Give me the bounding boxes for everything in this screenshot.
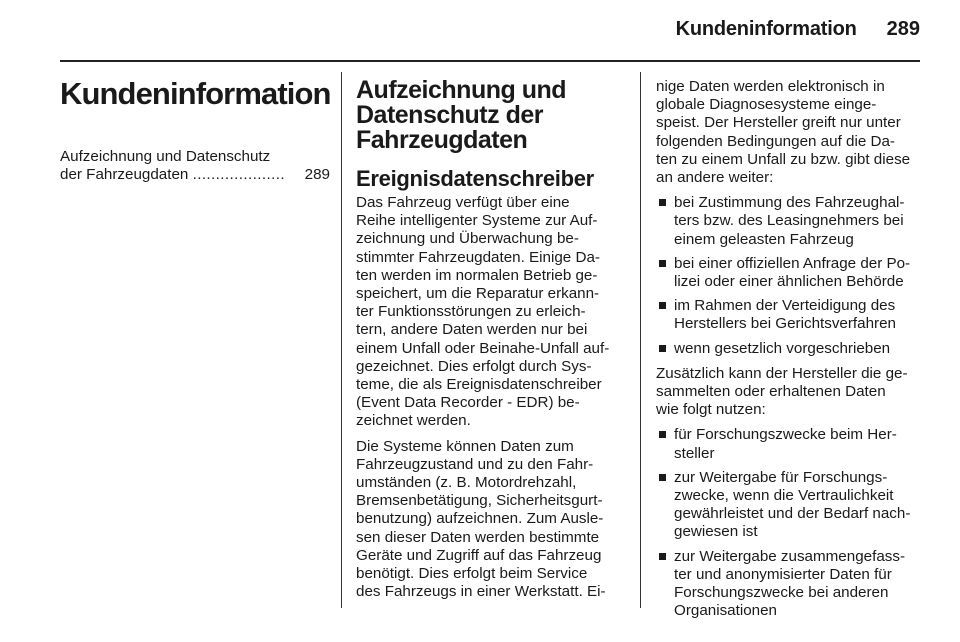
text-line: im Rahmen der Verteidigung des <box>674 297 896 315</box>
list-item <box>656 426 922 462</box>
text-line: ten zu einem Unfall zu bzw. gibt diese <box>656 150 911 168</box>
text-line: steller <box>674 444 715 462</box>
section-title-line: Datenschutz der <box>356 101 543 129</box>
text-line: gewährleistet und der Bedarf nach- <box>674 505 911 523</box>
text-line: Organisationen <box>674 602 778 620</box>
list-item <box>656 297 922 333</box>
text-line: speist. Der Hersteller greift nur unter <box>656 114 901 132</box>
table-of-contents <box>60 148 330 184</box>
text-line: gezeichnet. Dies erfolgt durch Sys- <box>356 357 592 375</box>
column-left <box>60 78 330 184</box>
text-line: teme, die als Ereignisdatenschreiber <box>356 376 602 394</box>
text-line: globale Diagnosesysteme einge- <box>656 96 877 114</box>
text-line: folgenden Bedingungen auf die Da- <box>656 132 895 150</box>
text-line: Herstellers bei Gerichtsverfahren <box>674 315 896 333</box>
header-rule <box>60 60 920 62</box>
square-bullet-icon <box>659 553 666 560</box>
text-line: Bremsenbetätigung, Sicherheitsgurt- <box>356 492 603 510</box>
text-line: benötigt. Dies erfolgt beim Service <box>356 565 588 583</box>
text-line: lizei oder einer ähnlichen Behörde <box>674 273 904 291</box>
text-line: ters bzw. des Leasingnehmers bei <box>674 212 904 230</box>
section-title-line: Aufzeichnung und <box>356 76 567 104</box>
text-line: bei Zustimmung des Fahrzeughal- <box>674 194 905 212</box>
text-line: stimmter Fahrzeugdaten. Einige Da- <box>356 248 600 266</box>
text-line: ter und anonymisierter Daten für <box>674 565 892 583</box>
chapter-title: Kundeninformation <box>60 76 331 111</box>
text-line: zur Weitergabe zusammengefass- <box>674 547 906 565</box>
page-header <box>676 18 920 48</box>
list-item <box>656 548 922 621</box>
paragraph <box>656 78 922 187</box>
paragraph <box>356 438 624 602</box>
text-line: (Event Data Recorder - EDR) be- <box>356 394 580 412</box>
text-line: sen dieser Daten werden bestimmte <box>356 528 600 546</box>
text-line: sammelten oder erhaltenen Daten <box>656 383 886 401</box>
square-bullet-icon <box>659 474 666 481</box>
list-item <box>656 340 922 358</box>
running-header-title: Kundeninformation <box>675 18 857 40</box>
text-line: benutzung) aufzeichnen. Zum Ausle- <box>356 510 604 528</box>
column-middle <box>356 78 624 608</box>
bullet-list <box>656 194 922 358</box>
text-line: Fahrzeugzustand und zu den Fahr- <box>356 455 594 473</box>
text-line: umständen (z. B. Motordrehzahl, <box>356 474 577 492</box>
text-line: Die Systeme können Daten zum <box>356 437 574 455</box>
column-divider-2 <box>640 72 641 608</box>
square-bullet-icon <box>659 431 666 438</box>
text-line: Geräte und Zugriff auf das Fahrzeug <box>356 546 602 564</box>
text-line: wenn gesetzlich vorgeschrieben <box>674 339 891 357</box>
text-line: zeichnung und Überwachung be- <box>356 230 579 248</box>
bullet-list <box>656 426 922 620</box>
paragraph <box>656 365 922 420</box>
text-line: speichert, um die Reparatur erkann- <box>356 285 600 303</box>
list-item <box>656 469 922 542</box>
text-line: zwecke, wenn die Vertraulichkeit <box>674 487 894 505</box>
toc-entry-line: Aufzeichnung und Datenschutz <box>60 148 271 165</box>
square-bullet-icon <box>659 345 666 352</box>
text-line: einem geleasten Fahrzeug <box>674 230 854 248</box>
section-title-line: Fahrzeugdaten <box>356 126 528 154</box>
column-right <box>656 78 922 627</box>
text-line: gewiesen ist <box>674 523 758 541</box>
square-bullet-icon <box>659 260 666 267</box>
text-line: tern, andere Daten werden nur bei <box>356 321 588 339</box>
toc-page-number: 289 <box>304 166 330 184</box>
toc-entry[interactable] <box>60 148 330 184</box>
text-line: ter Funktionsstörungen zu erleich- <box>356 303 586 321</box>
list-item <box>656 255 922 291</box>
text-line: des Fahrzeugs in einer Werkstatt. Ei- <box>356 583 606 601</box>
text-line: bei einer offiziellen Anfrage der Po- <box>674 254 911 272</box>
text-line: einem Unfall oder Beinahe-Unfall auf- <box>356 339 610 357</box>
subsection-title: Ereignisdatenschreiber <box>356 166 594 191</box>
paragraph <box>356 194 624 431</box>
text-line: wie folgt nutzen: <box>656 401 766 419</box>
list-item <box>656 194 922 249</box>
text-line: ten werden im normalen Betrieb ge- <box>356 266 598 284</box>
text-line: Reihe intelligenter Systeme zur Auf- <box>356 212 598 230</box>
text-line: nige Daten werden elektronisch in <box>656 78 885 95</box>
text-line: für Forschungszwecke beim Her- <box>674 426 897 444</box>
square-bullet-icon <box>659 302 666 309</box>
text-line: Forschungszwecke bei anderen <box>674 584 889 602</box>
text-line: an andere weiter: <box>656 169 774 187</box>
text-line: Zusätzlich kann der Hersteller die ge- <box>656 364 908 382</box>
page-number: 289 <box>886 18 920 40</box>
text-line: Das Fahrzeug verfügt über eine <box>356 194 570 211</box>
text-line: zur Weitergabe für Forschungs- <box>674 468 888 486</box>
section-title <box>356 78 624 153</box>
text-line: zeichnet werden. <box>356 412 471 430</box>
square-bullet-icon <box>659 199 666 206</box>
toc-entry-line: der Fahrzeugdaten <box>60 166 189 184</box>
toc-leader-dots: .................... <box>192 166 285 184</box>
column-divider-1 <box>341 72 342 608</box>
